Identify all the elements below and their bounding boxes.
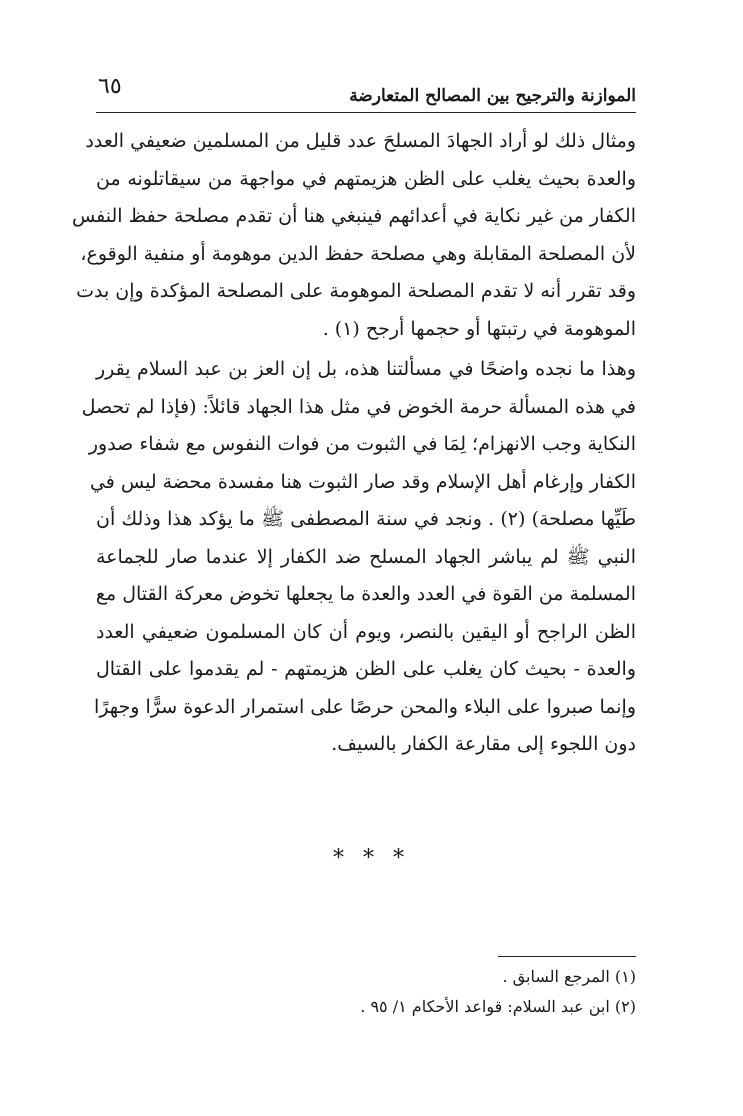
text-line: في هذه المسألة حرمة الخوض في مثل هذا الجهاد قائلاً: (فإذا لم تحصل	[81, 395, 636, 418]
text-line: النبي ﷺ لم يباشر الجهاد المسلح ضد الكفار إلا عندما صار للجماعة	[96, 545, 636, 568]
text-line: والعدة - بحيث كان يغلب على الظن هزيمتهم - لم يقدموا على القتال	[96, 658, 636, 680]
text-line: الكفار من غير نكاية في أعدائهم فينبغي هنا أن تقدم مصلحة حفظ النفس	[71, 205, 636, 227]
section-separator: * * *	[333, 846, 410, 871]
text-line: طَيِّها مصلحة) (٢) . ونجد في سنة المصطفى ﷺ ما يؤكد هذا وذلك أن	[96, 508, 636, 530]
header-rule	[96, 112, 636, 113]
text-line: المسلمة من القوة في العدد والعدة ما يجعلها تخوض معركة القتال مع	[95, 583, 636, 605]
text-line: وهذا ما نجده واضحًا في مسألتنا هذه، بل إن العز بن عبد السلام يقرر	[96, 358, 636, 380]
running-title: الموازنة والترجيح بين المصالح المتعارضة	[349, 86, 636, 106]
text-line: لأن المصلحة المقابلة وهي مصلحة حفظ الدين موهومة أو منفية الوقوع،	[80, 242, 636, 265]
running-header	[96, 74, 636, 110]
text-line: الكفار وإرغام أهل الإسلام وقد صار الثبوت هنا مفسدة محضة ليس في	[89, 470, 636, 493]
text-line: ومثال ذلك لو أراد الجهادَ المسلحَ عدد قليل من المسلمين ضعيفي العدد	[85, 130, 636, 152]
text-line: والعدة بحيث يغلب على الظن هزيمتهم في مواجهة من سيقاتلونه من	[96, 167, 636, 190]
footnote-rule	[498, 956, 636, 957]
text-line: وإنما صبروا على البلاء والمحن حرصًا على استمرار الدعوة سرًّا وجهرًا	[94, 695, 636, 718]
body-text	[71, 123, 636, 764]
text-line: الموهومة في رتبتها أو حجمها أرجح (١) .	[322, 317, 636, 340]
page-number: ٦٥	[98, 74, 122, 99]
footnote: (١) المرجع السابق .	[502, 967, 636, 986]
text-line: الظن الراجح أو اليقين بالنصر، ويوم أن كان المسلمون ضعيفي العدد	[96, 620, 636, 643]
text-line: وقد تقرر أنه لا تقدم المصلحة الموهومة على المصلحة المؤكدة وإن بدت	[76, 280, 636, 302]
footnote: (٢) ابن عبد السلام: قواعد الأحكام ١/ ٩٥ .	[360, 997, 636, 1016]
footnotes	[96, 962, 636, 1022]
text-line: النكاية وجب الانهزام؛ لِمَا في الثبوت من فوات النفوس مع شفاء صدور	[88, 433, 636, 455]
text-line: دون اللجوء إلى مقارعة الكفار بالسيف.	[331, 733, 636, 755]
